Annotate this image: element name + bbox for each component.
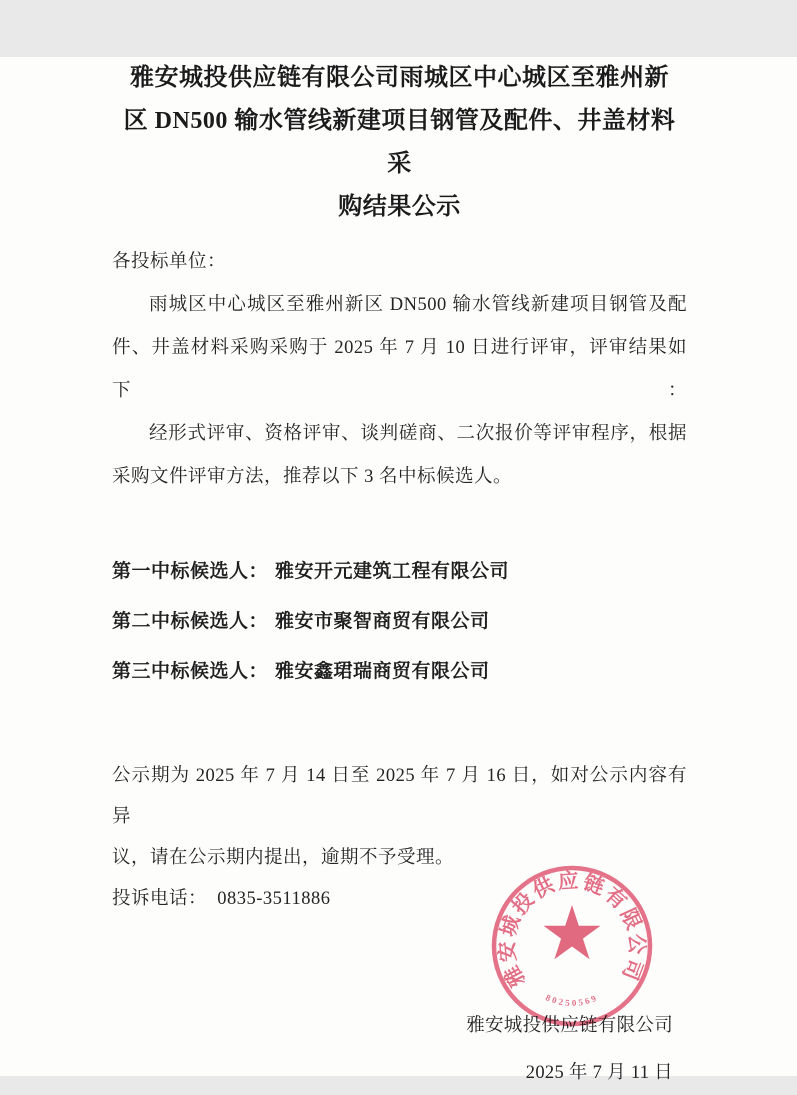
seal-arc-text: 雅安城投供应链有限公司 (496, 870, 648, 991)
candidate-row-3 (112, 650, 687, 693)
signature-date: 2025 年 7 月 11 日 (525, 1063, 673, 1083)
closing-section (112, 756, 687, 920)
complaint-phone-line: 投诉电话： 0835-3511886 (112, 889, 331, 909)
document-body (112, 241, 687, 499)
publicity-period-line: 公示期为 2025 年 7 月 14 日至 2025 年 7 月 16 日，如对公示内容有异 (112, 766, 687, 827)
candidate-company-name: 雅安鑫珺瑞商贸有限公司 (275, 661, 490, 682)
page-title (112, 57, 687, 229)
signature-block (112, 1005, 673, 1095)
salutation: 各投标单位： (112, 252, 227, 272)
seal-serial-number: 80250569 (544, 992, 600, 1009)
announcement-page (0, 57, 797, 1083)
candidate-rank-label: 第一中标候选人： (112, 561, 269, 582)
publicity-period-line: 议，请在公示期内提出，逾期不予受理。 (112, 848, 455, 868)
title-line: 区 DN500 输水管线新建项目钢管及配件、井盖材料采 (123, 108, 676, 177)
candidate-rank-label: 第三中标候选人： (112, 661, 269, 682)
candidate-company-name: 雅安开元建筑工程有限公司 (275, 561, 510, 582)
title-line: 购结果公示 (338, 194, 461, 220)
candidate-rank-label: 第二中标候选人： (112, 611, 269, 632)
candidate-row-1 (112, 550, 687, 593)
paragraph-line: 经形式评审、资格评审、谈判磋商、二次报价等评审程序，根据 (149, 424, 687, 444)
paragraph-line: 雨城区中心城区至雅州新区 DN500 输水管线新建项目钢管及配 (149, 295, 687, 315)
paragraph-line: 件、井盖材料采购采购于 2025 年 7 月 10 日进行评审，评审结果如下： (112, 338, 687, 401)
paragraph-line: 采购文件评审方法，推荐以下 3 名中标候选人。 (112, 467, 513, 487)
candidate-row-2 (112, 600, 687, 643)
signature-company: 雅安城投供应链有限公司 (466, 1016, 673, 1036)
candidate-company-name: 雅安市聚智商贸有限公司 (275, 611, 490, 632)
candidate-list (112, 550, 687, 693)
title-line: 雅安城投供应链有限公司雨城区中心城区至雅州新 (130, 65, 669, 91)
